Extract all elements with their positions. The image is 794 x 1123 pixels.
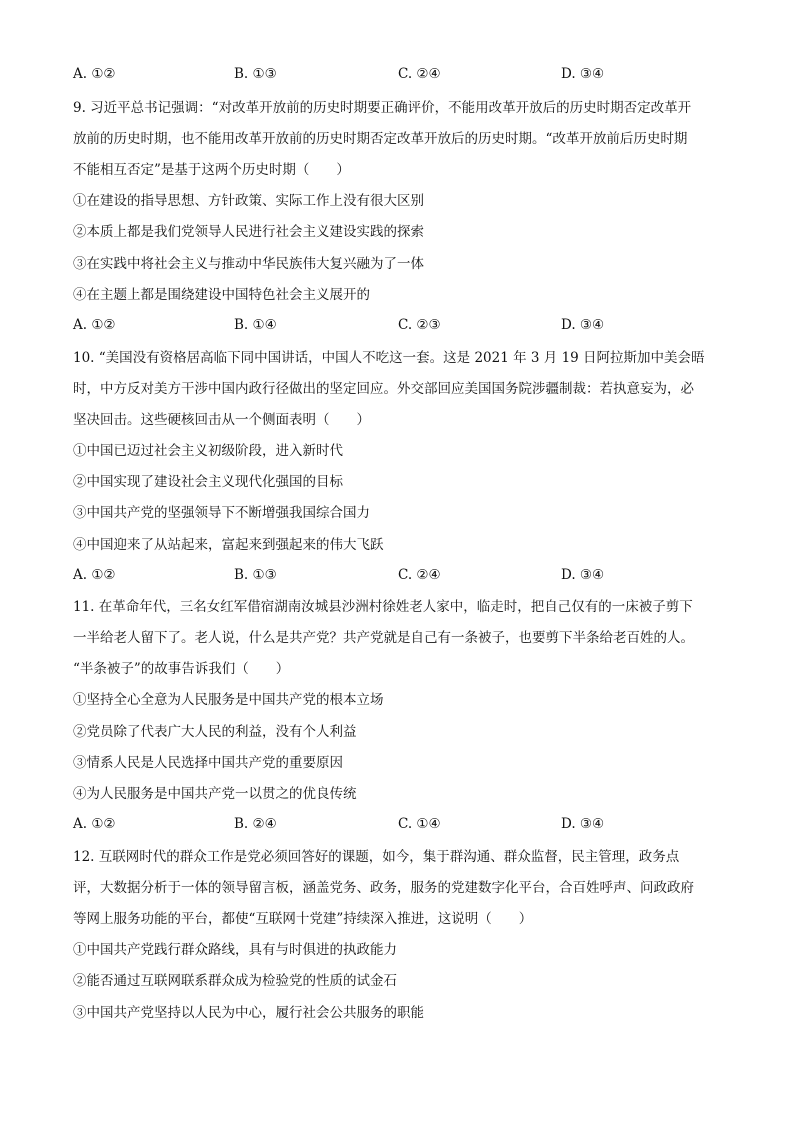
option-b: B. ①④ (234, 317, 277, 333)
q10-stem-line-2: 时，中方反对美方干涉中国内政行径做出的坚定回应。外交部回应美国国务院涉疆制裁：若执意妄为，必 (73, 381, 694, 397)
q11-stem-line-3: “半条被子”的故事告诉我们（ ） (73, 661, 290, 677)
option-c: C. ②④ (398, 66, 441, 82)
option-c: C. ②③ (398, 317, 441, 333)
q9-statement-3: ③在实践中将社会主义与推动中华民族伟大复兴融为了一体 (73, 256, 424, 272)
q11-statement-3: ③情系人民是人民选择中国共产党的重要原因 (73, 755, 343, 771)
option-c: C. ②④ (398, 567, 441, 583)
q12-statement-1: ①中国共产党践行群众路线，具有与时俱进的执政能力 (73, 942, 397, 958)
option-d: D. ③④ (561, 317, 605, 333)
q12-stem-line-2: 评，大数据分析于一体的领导留言板，涵盖党务、政务，服务的党建数字化平台，合百姓呼声、问政政府 (73, 880, 694, 896)
q12-statement-3: ③中国共产党坚持以人民为中心，履行社会公共服务的职能 (73, 1005, 424, 1021)
q11-statement-1: ①坚持全心全意为人民服务是中国共产党的根本立场 (73, 692, 384, 708)
option-a: A. ①② (73, 816, 116, 832)
q9-statement-1: ①在建设的指导思想、方针政策、实际工作上没有很大区别 (73, 193, 424, 209)
q10-options (73, 567, 733, 589)
q10-statement-2: ②中国实现了建设社会主义现代化强国的目标 (73, 474, 343, 490)
q12-statement-2: ②能否通过互联网联系群众成为检验党的性质的试金石 (73, 973, 397, 989)
q10-statement-4: ④中国迎来了从站起来，富起来到强起来的伟大飞跃 (73, 537, 384, 553)
option-d: D. ③④ (561, 816, 605, 832)
option-a: A. ①② (73, 317, 116, 333)
q10-stem-line-1: 10. “美国没有资格居高临下同中国讲话，中国人不吃这一套。这是 2021 年 3 月 19 日阿拉斯加中美会晤 (73, 350, 705, 366)
q12-stem-line-1: 12. 互联网时代的群众工作是党必须回答好的课题，如今，集于群沟通、群众监督，民主管理，政务点 (73, 849, 680, 865)
q9-stem-line-1: 9. 习近平总书记强调：“对改革开放前的历史时期要正确评价，不能用改革开放后的历史时期否定改革开 (73, 100, 692, 116)
option-b: B. ①③ (234, 66, 277, 82)
option-c: C. ①④ (398, 816, 441, 832)
option-b: B. ①③ (234, 567, 277, 583)
option-a: A. ①② (73, 567, 116, 583)
option-b: B. ②④ (234, 816, 277, 832)
q10-stem-line-3: 坚决回击。这些硬核回击从一个侧面表明（ ） (73, 412, 370, 428)
q12-stem-line-3: 等网上服务功能的平台，都使“互联网十党建”持续深入推进，这说明（ ） (73, 911, 533, 927)
q8-options (73, 66, 733, 88)
q11-statement-4: ④为人民服务是中国共产党一以贯之的优良传统 (73, 786, 357, 802)
q9-statement-4: ④在主题上都是围绕建设中国特色社会主义展开的 (73, 287, 370, 303)
q9-stem-line-3: 不能相互否定”是基于这两个历史时期（ ） (73, 162, 350, 178)
option-a: A. ①② (73, 66, 116, 82)
q11-statement-2: ②党员除了代表广大人民的利益，没有个人利益 (73, 724, 357, 740)
q10-statement-1: ①中国已迈过社会主义初级阶段，进入新时代 (73, 443, 343, 459)
q11-stem-line-1: 11. 在革命年代，三名女红军借宿湖南汝城县沙洲村徐姓老人家中，临走时，把自己仅有的一床被子剪下 (73, 599, 693, 615)
option-d: D. ③④ (561, 66, 605, 82)
q10-statement-3: ③中国共产党的坚强领导下不断增强我国综合国力 (73, 505, 370, 521)
q11-options (73, 816, 733, 838)
q9-statement-2: ②本质上都是我们党领导人民进行社会主义建设实践的探索 (73, 224, 424, 240)
q9-stem-line-2: 放前的历史时期，也不能用改革开放前的历史时期否定改革开放后的历史时期。“改革开放前后历史时期 (73, 131, 688, 147)
q9-options (73, 317, 733, 339)
q11-stem-line-2: 一半给老人留下了。老人说，什么是共产党？共产党就是自己有一条被子，也要剪下半条给老百姓的人。 (73, 630, 694, 646)
option-d: D. ③④ (561, 567, 605, 583)
